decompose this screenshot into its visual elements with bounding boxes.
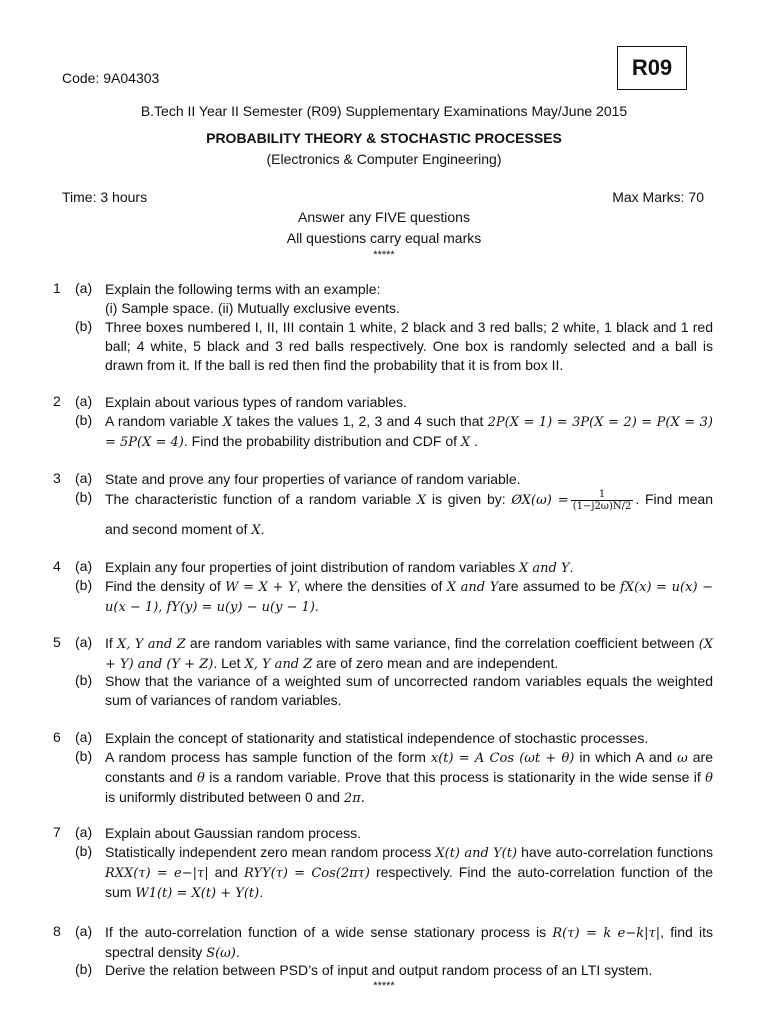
regulation-badge: R09: [617, 46, 687, 90]
part-label: (a): [75, 558, 93, 574]
part-label: (b): [75, 577, 93, 593]
part-text: Explain about various types of random variables.: [105, 394, 407, 410]
math-equation: x(t) = A Cos (ωt + θ): [430, 751, 575, 766]
part-label: (b): [75, 489, 93, 505]
math-var: θ: [197, 771, 205, 786]
part-label: (b): [75, 961, 93, 977]
math-var: X and Y: [519, 561, 570, 576]
part-text: Show that the variance of a weighted sum of uncorrected random variables equals the weighted sum of variances of random variables.: [105, 673, 713, 708]
part-label: (a): [75, 470, 93, 486]
part-label: (b): [75, 843, 93, 859]
math-equation: ØX(ω) =: [511, 493, 569, 508]
part-text: Three boxes numbered I, II, III contain 1 white, 2 black and 3 red balls; 2 white, 1 black and 1 red ball; 4 white, 5 black and 3 red balls respectively. One box is randomly selected and a ball is drawn from it. If the ball is red then find the probability that it is from box II.: [105, 319, 713, 373]
part-text: Explain any four properties of joint distribution of random variables X and Y.: [105, 559, 574, 576]
exam-code: Code: 9A04303: [62, 70, 160, 86]
exam-time: Time: 3 hours: [62, 189, 148, 205]
math-equation: W1(t) = X(t) + Y(t): [135, 886, 260, 901]
question-number: 3: [53, 470, 61, 486]
math-var: X: [460, 435, 471, 450]
part-text: Explain the concept of stationarity and statistical independence of stochastic processes.: [105, 730, 649, 746]
math-var: θ: [705, 771, 713, 786]
question-number: 4: [53, 558, 61, 574]
part-label: (a): [75, 393, 93, 409]
exam-title: B.Tech II Year II Semester (R09) Supplementary Examinations May/June 2015: [140, 103, 628, 119]
question-number: 2: [53, 393, 61, 409]
part-text: Explain about Gaussian random process.: [105, 825, 362, 841]
math-equation: S(ω): [206, 946, 236, 961]
separator-stars-bottom: *****: [373, 980, 395, 992]
math-equation: 2P(X = 1) = 3P(X = 2) = P(X = 3) = 5P(X = 4): [105, 415, 713, 450]
math-var: X: [251, 523, 261, 538]
math-var: X and Y: [446, 580, 499, 595]
math-equation: fX(x) = u(x) − u(x − 1), fY(y) = u(y) − u(y − 1): [105, 580, 714, 615]
math-var: X, Y and Z: [244, 657, 313, 672]
max-marks: Max Marks: 70: [612, 189, 704, 205]
part-label: (a): [75, 923, 93, 939]
math-var: X: [416, 493, 427, 508]
part-text: (i) Sample space. (ii) Mutually exclusive events.: [105, 300, 400, 316]
part-label: (a): [75, 824, 93, 840]
part-text: A random variable X takes the values 1, 2, 3 and 4 such that 2P(X = 1) = 3P(X = 2) = P(X = 3) = 5P(X = 4). Find the probability distribution and CDF of X .: [105, 413, 713, 450]
part-text: Statistically independent zero mean random process X(t) and Y(t) have auto-correlation functions RXX(τ) = e−|τ| and RYY(τ) = Cos(2πτ) respectively. Find the auto-correlation function of the sum W1(t) = X(t) + Y(t).: [105, 844, 714, 901]
part-text: State and prove any four properties of variance of random variable.: [105, 471, 521, 487]
math-fraction: $\frac{1}{(1-j2\omega)N/2}$: [572, 488, 632, 512]
part-text: If X, Y and Z are random variables with same variance, find the correlation coefficient between (X + Y) and (Y + Z). Let X, Y and Z are of zero mean and are independent.: [105, 635, 714, 672]
part-label: (b): [75, 748, 93, 764]
question-number: 7: [53, 824, 61, 840]
math-var: ω: [677, 751, 688, 766]
math-equation: 2π.: [343, 791, 365, 806]
part-label: (a): [75, 634, 93, 650]
instruction-answer: Answer any FIVE questions: [298, 209, 470, 225]
math-var: X, Y and Z: [116, 637, 186, 652]
question-number: 6: [53, 729, 61, 745]
math-equation: R(τ) = k e−k|τ|: [552, 926, 661, 941]
math-equation: W = X + Y: [225, 580, 297, 595]
part-text: Explain the following terms with an example:: [105, 281, 381, 297]
question-number: 5: [53, 634, 61, 650]
branch-title: (Electronics & Computer Engineering): [266, 151, 502, 167]
part-label: (a): [75, 280, 93, 296]
math-equation: (X + Y) and (Y + Z): [105, 637, 714, 672]
part-text: The characteristic function of a random variable X is given by: ØX(ω) = $\frac{1}{(1-j2\omega)N/2}$ . Find mean and second moment of X.: [105, 488, 714, 538]
part-label: (b): [75, 672, 93, 688]
part-label: (b): [75, 318, 93, 334]
part-label: (b): [75, 412, 93, 428]
part-text: Find the density of W = X + Y, where the densities of X and Yare assumed to be fX(x) = u(x) − u(x − 1), fY(y) = u(y) − u(y − 1).: [105, 578, 714, 615]
math-var: X: [222, 415, 233, 430]
subject-title: PROBABILITY THEORY & STOCHASTIC PROCESSES: [206, 130, 562, 146]
question-number: 8: [53, 923, 61, 939]
instruction-marks: All questions carry equal marks: [286, 230, 482, 246]
part-text: A random process has sample function of the form x(t) = A Cos (ωt + θ) in which A and ω are constants and θ is a random variable. Prove that this process is stationarity in the wide sense if θ is uniformly distributed between 0 and 2π.: [105, 749, 714, 806]
math-var: X(t) and Y(t): [435, 846, 518, 861]
math-equation: RYY(τ) = Cos(2πτ): [244, 866, 370, 881]
part-label: (a): [75, 729, 93, 745]
math-equation: RXX(τ) = e−|τ|: [105, 866, 209, 881]
question-number: 1: [53, 280, 61, 296]
part-text: Derive the relation between PSD’s of input and output random process of an LTI system.: [105, 962, 653, 978]
part-text: If the auto-correlation function of a wide sense stationary process is R(τ) = k e−k|τ|, find its spectral density S(ω).: [105, 924, 713, 961]
separator-stars-top: *****: [373, 249, 395, 261]
